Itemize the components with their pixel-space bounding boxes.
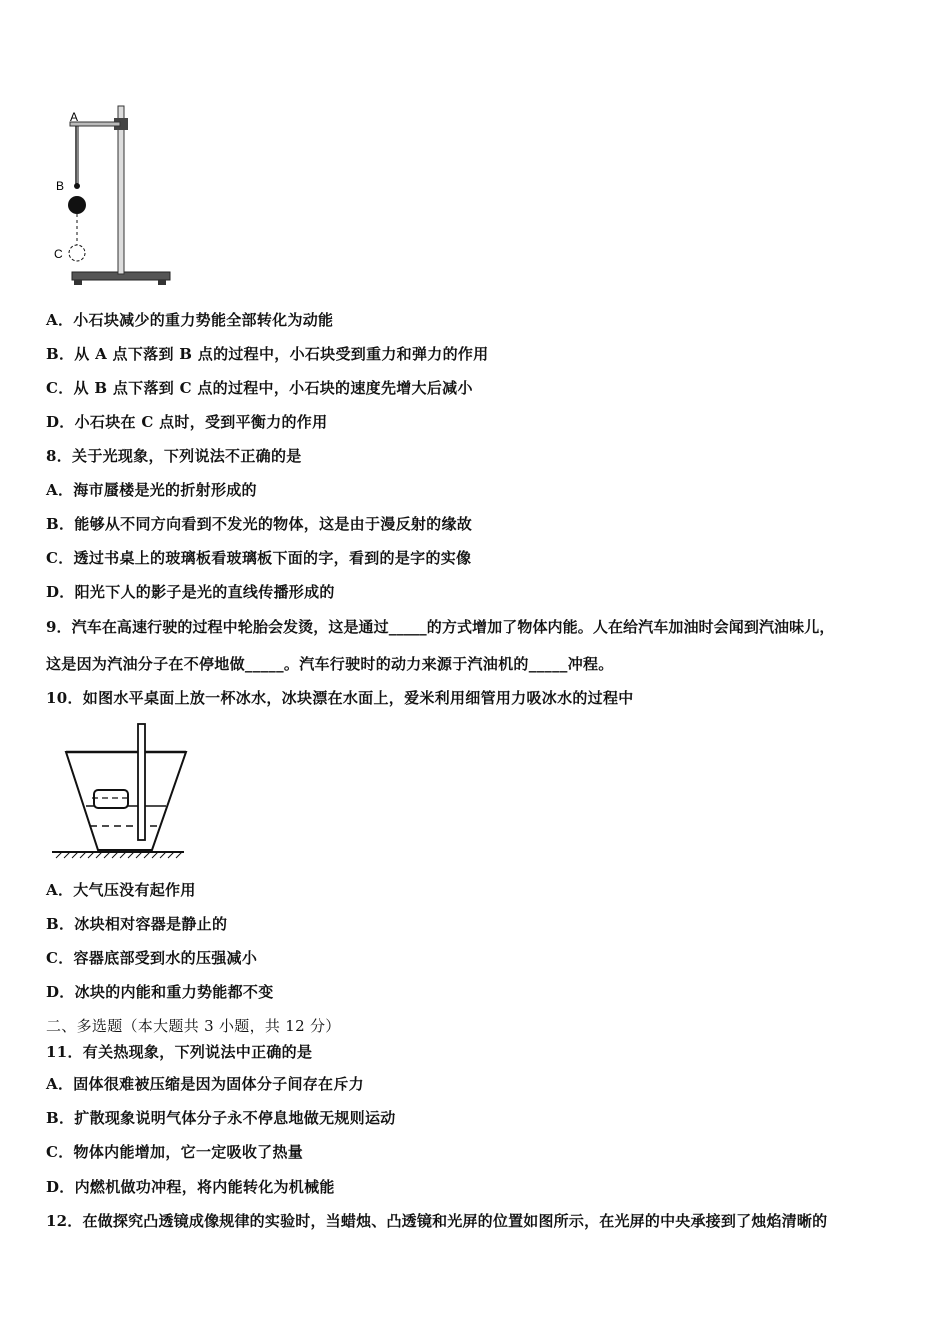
q7-option-c: C．从 B 点下落到 C 点的过程中，小石块的速度先增大后减小 — [46, 379, 473, 397]
q11-option-d: D．内燃机做功冲程，将内能转化为机械能 — [46, 1178, 335, 1196]
ice-block — [94, 790, 128, 808]
q8-option-d: D．阳光下人的影子是光的直线传播形成的 — [46, 583, 335, 601]
section-heading: 二、多选题（本大题共 3 小题，共 12 分） — [46, 1017, 341, 1035]
q11-option-b: B．扩散现象说明气体分子永不停息地做无规则运动 — [46, 1109, 396, 1127]
q9-line-2: 这是因为汽油分子在不停地做_____。汽车行驶时的动力来源于汽油机的_____冲程。 — [46, 655, 614, 673]
q7-option-d: D．小石块在 C 点时，受到平衡力的作用 — [46, 413, 328, 431]
q7-option-a: A．小石块减少的重力势能全部转化为动能 — [46, 311, 334, 329]
ice-water-cup-figure — [48, 722, 188, 862]
label-b: B — [56, 179, 65, 193]
q10-option-c: C．容器底部受到水的压强减小 — [46, 949, 258, 967]
q11-stem: 11．有关热现象，下列说法中正确的是 — [46, 1043, 313, 1061]
q8-stem: 8．关于光现象，下列说法不正确的是 — [46, 447, 302, 465]
q12-stem: 12．在做探究凸透镜成像规律的实验时，当蜡烛、凸透镜和光屏的位置如图所示，在光屏的中央承接到了烛焰清晰的 — [46, 1212, 828, 1230]
q9-line-1: 9．汽车在高速行驶的过程中轮胎会发烫，这是通过_____的方式增加了物体内能。人在给汽车加油时会闻到汽油味儿， — [46, 618, 835, 636]
q8-option-a: A．海市蜃楼是光的折射形成的 — [46, 481, 257, 499]
stand-rod — [118, 106, 124, 274]
label-a: A — [70, 110, 79, 124]
q11-option-a: A．固体很难被压缩是因为固体分子间存在斥力 — [46, 1075, 364, 1093]
q8-option-b: B．能够从不同方向看到不发光的物体，这是由于漫反射的缘故 — [46, 515, 473, 533]
iron-stand-figure — [50, 100, 180, 290]
q10-option-d: D．冰块的内能和重力势能都不变 — [46, 983, 274, 1001]
q10-option-b: B．冰块相对容器是静止的 — [46, 915, 228, 933]
q10-stem: 10．如图水平桌面上放一杯冰水，冰块漂在水面上，爱米利用细管用力吸冰水的过程中 — [46, 689, 634, 707]
q8-option-c: C．透过书桌上的玻璃板看玻璃板下面的字，看到的是字的实像 — [46, 549, 472, 567]
straw — [138, 724, 145, 840]
label-c: C — [54, 247, 63, 261]
stone — [68, 196, 86, 214]
q7-option-b: B．从 A 点下落到 B 点的过程中，小石块受到重力和弹力的作用 — [46, 345, 489, 363]
q11-option-c: C．物体内能增加，它一定吸收了热量 — [46, 1143, 304, 1161]
q10-option-a: A．大气压没有起作用 — [46, 881, 196, 899]
